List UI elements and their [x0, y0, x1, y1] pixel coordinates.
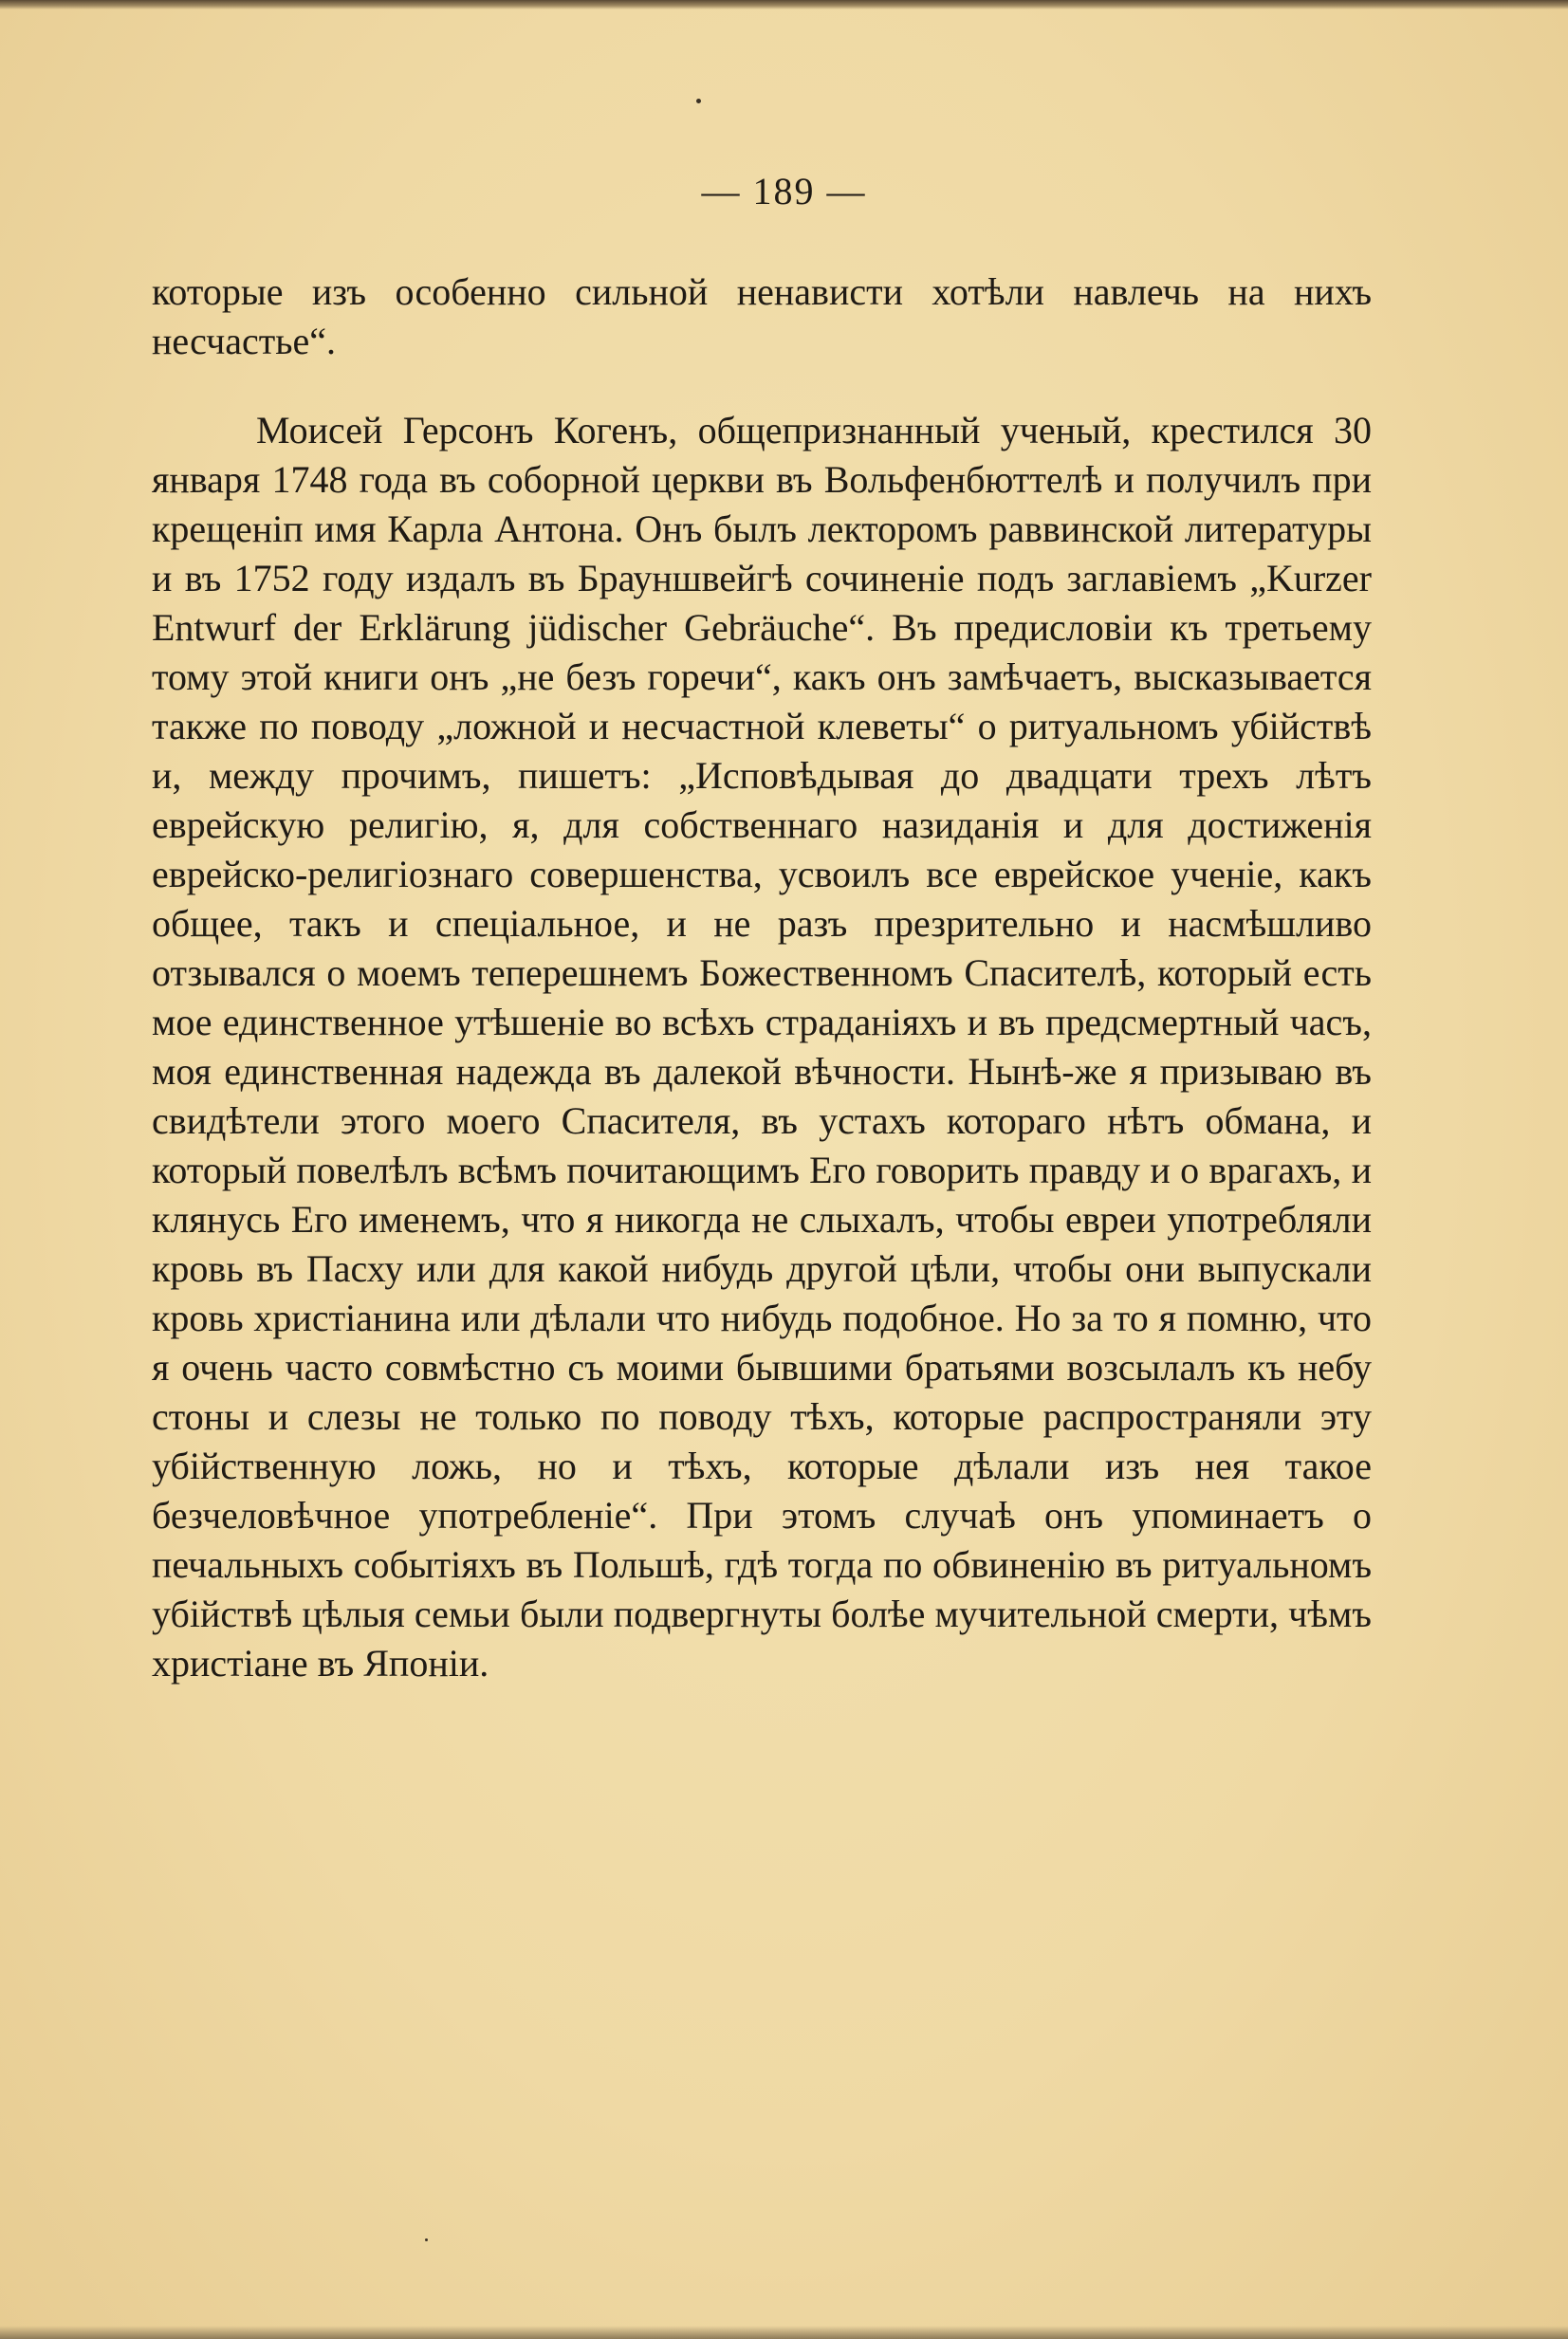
paragraph: Моисей Герсонъ Когенъ, общепризнанный ученый, крестился 30 января 1748 года въ соборной церкви въ Вольфенбюттелѣ и получилъ при крещеніп имя Карла Антона. Онъ былъ лекторомъ раввинской литературы и въ 1752 году издалъ въ Брауншвейгѣ сочиненіе подъ заглавіемъ „Kurzer Entwurf der Erklärung jüdischer Gebräuche“. Въ предисловіи къ третьему тому этой книги онъ „не безъ горечи“, какъ онъ замѣчаетъ, высказывается также по поводу „ложной и несчастной клеветы“ о ритуальномъ убійствѣ и, между прочимъ, пишетъ: „Исповѣдывая до двадцати трехъ лѣтъ еврейскую религію, я, для собственнаго назиданія и для достиженія еврейско-религіознаго совершенства, усвоилъ все еврейское ученіе, какъ общее, такъ и спеціальное, и не разъ презрительно и насмѣшливо отзывался о моемъ теперешнемъ Божественномъ Спасителѣ, который есть мое единственное утѣшеніе во всѣхъ страданіяхъ и въ предсмертный часъ, моя единственная надежда въ далекой вѣчности. Нынѣ-же я призываю въ свидѣтели этого моего Спасителя, въ устахъ котораго нѣтъ обмана, и который повелѣлъ всѣмъ почитающимъ Его говорить правду и о врагахъ, и клянусь Его именемъ, что я никогда не слыхалъ, чтобы евреи употребляли кровь въ Пасху или для какой нибудь другой цѣли, чтобы они выпускали кровь христіанина или дѣлали что нибудь подобное. Но за то я помню, что я очень часто совмѣстно съ моими бывшими братьями возсылалъ къ небу стоны и слезы не только по поводу тѣхъ, которые распространяли эту убійственную ложь, но и тѣхъ, которые дѣлали изъ нея такое безчеловѣчное употребленіе“. При этомъ случаѣ онъ упоминаетъ о печальныхъ событіяхъ въ Польшѣ, гдѣ тогда по обвиненію въ ритуальномъ убійствѣ цѣлыя семьи были подвергнуты болѣе мучительной смерти, чѣмъ христіане въ Японіи. — [152, 409, 1372, 1685]
page-top-edge — [0, 0, 1568, 9]
body-text — [152, 267, 1372, 1688]
page-number: — 189 — — [701, 170, 867, 212]
ink-speck — [696, 99, 701, 103]
page-bottom-edge — [0, 2326, 1568, 2339]
ink-speck — [425, 2238, 428, 2241]
paragraph-continuation: которые изъ особенно сильной ненависти хотѣли навлечь на нихъ несчастье“. — [152, 270, 1372, 362]
